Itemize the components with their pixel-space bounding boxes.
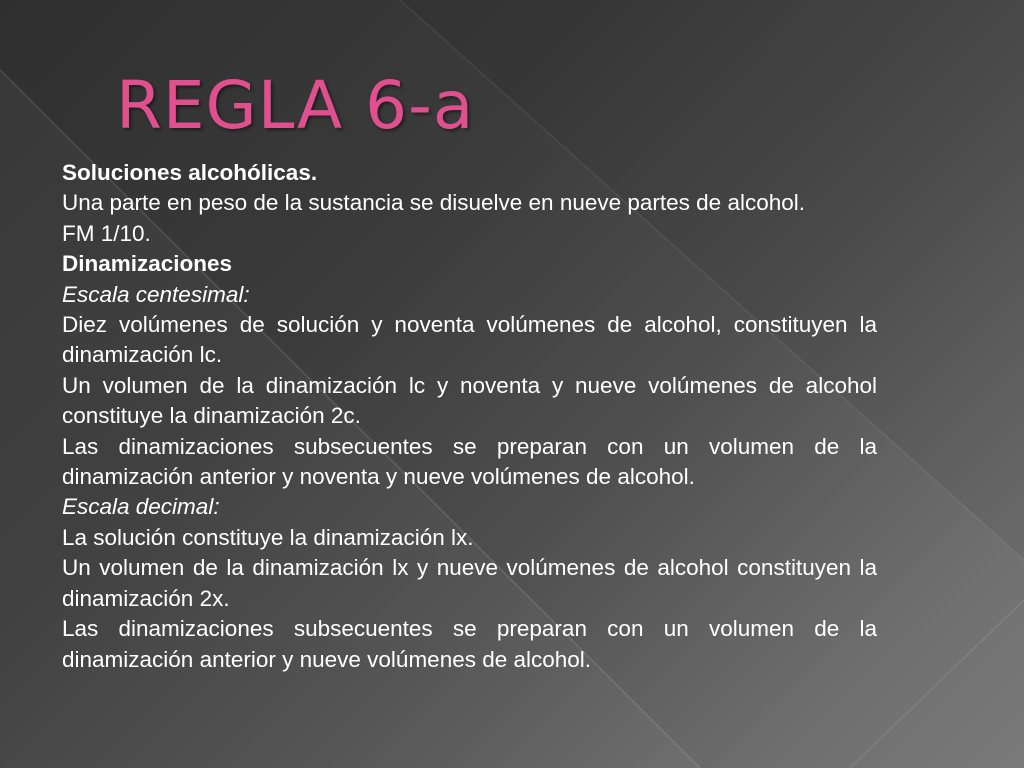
- subheading-centesimal: Escala centesimal:: [62, 281, 250, 307]
- subheading-decimal: Escala decimal:: [62, 494, 220, 520]
- paragraph-centesimal-2: Un volumen de la dinamización lc y noventa y nueve volúmenes de alcohol constituye la dinamización 2c.: [62, 372, 877, 429]
- paragraph-centesimal-3: Las dinamizaciones subsecuentes se preparan con un volumen de la dinamización anterior y noventa y nueve volúmenes de alcohol.: [62, 433, 877, 490]
- paragraph-fm: FM 1/10.: [62, 220, 151, 246]
- slide-body: [62, 158, 877, 675]
- heading-soluciones: Soluciones alcohólicas.: [62, 160, 318, 185]
- heading-dinamizaciones: Dinamizaciones: [62, 251, 233, 277]
- paragraph-decimal-1: La solución constituye la dinamización lx.: [62, 524, 474, 550]
- slide-title: REGLA 6-a: [116, 67, 475, 144]
- paragraph-centesimal-1: Diez volúmenes de solución y noventa volúmenes de alcohol, constituyen la dinamización lc.: [62, 312, 877, 368]
- paragraph-decimal-3: Las dinamizaciones subsecuentes se preparan con un volumen de la dinamización anterior y nueve volúmenes de alcohol.: [62, 616, 877, 672]
- paragraph-decimal-2: Un volumen de la dinamización lx y nueve volúmenes de alcohol constituyen la dinamización 2x.: [62, 555, 877, 611]
- paragraph-solucion-desc: Una parte en peso de la sustancia se disuelve en nueve partes de alcohol.: [62, 190, 805, 216]
